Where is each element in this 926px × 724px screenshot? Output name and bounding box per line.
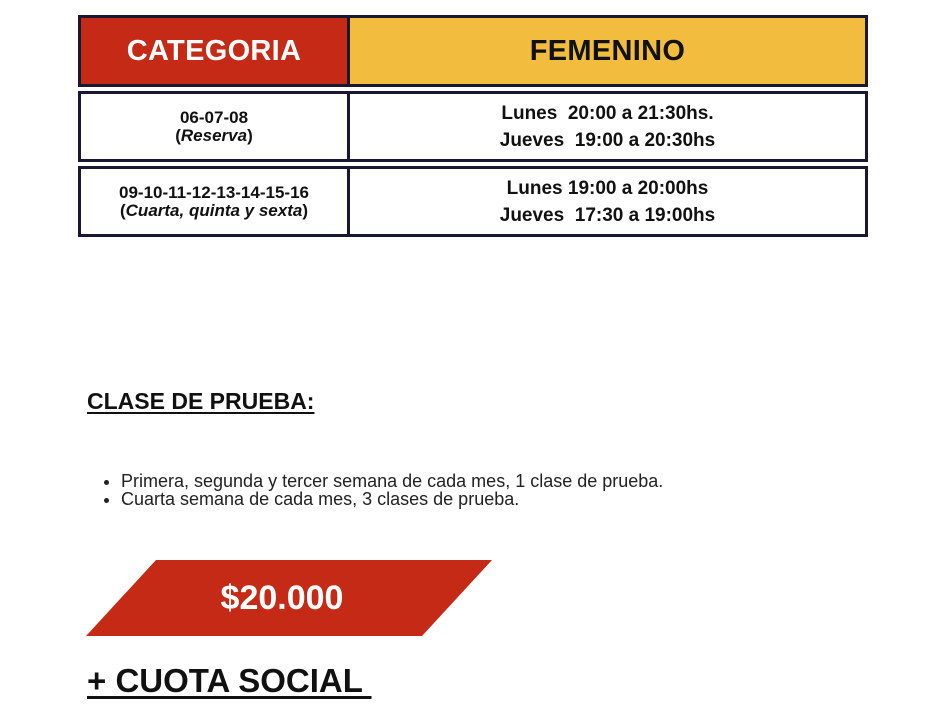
category-level-name: Cuarta, quinta y sexta (125, 200, 303, 220)
hours-line: Lunes 19:00 a 20:00hs (506, 177, 709, 199)
category-years: 06-07-08 (179, 107, 249, 127)
price-tag (86, 560, 492, 636)
table-header-row (78, 15, 868, 87)
hours-cell (350, 94, 865, 159)
category-level (175, 127, 253, 145)
hours-line: Lunes 20:00 a 21:30hs. (501, 102, 714, 124)
category-cell (81, 169, 350, 234)
paren-open: ( (175, 125, 181, 145)
category-years: 09-10-11-12-13-14-15-16 (119, 182, 309, 202)
trial-class-list (103, 472, 663, 508)
header-femenino: FEMENINO (350, 18, 865, 84)
paren-open: ( (119, 200, 126, 220)
table-row (78, 166, 868, 237)
schedule-table (78, 15, 868, 237)
table-row (78, 91, 868, 162)
header-category: CATEGORIA (81, 18, 350, 84)
category-level-name: Reserva (180, 125, 248, 145)
list-item: • Primera, segunda y tercer semana de cada mes, 1 clase de prueba. (121, 472, 663, 490)
paren-close: ) (247, 125, 253, 145)
trial-class-title: CLASE DE PRUEBA: (87, 388, 315, 414)
list-item: • Cuarta semana de cada mes, 3 clases de prueba. (121, 490, 663, 508)
hours-line: Jueves 17:30 a 19:00hs (499, 204, 716, 226)
paren-close: ) (302, 200, 308, 220)
category-cell (81, 94, 350, 159)
hours-line: Jueves 19:00 a 20:30hs (499, 129, 716, 151)
cuota-social-heading: + CUOTA SOCIAL (87, 662, 372, 699)
hours-cell (350, 169, 865, 234)
price-amount: $20.000 (220, 578, 344, 617)
category-level (120, 202, 308, 220)
